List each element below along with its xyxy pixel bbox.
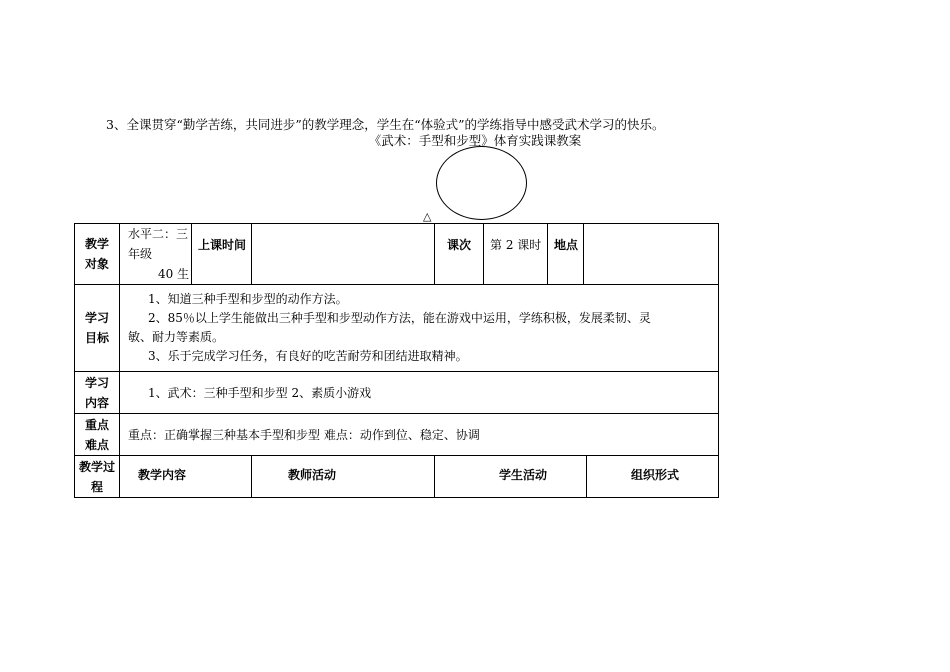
table-row-key-points [75, 414, 719, 456]
target-label-cell [75, 224, 120, 285]
key-points-text-cell [120, 414, 719, 456]
goal-line-2b: 敏、耐力等素质。 [128, 330, 225, 344]
process-col-teacher-cell [252, 456, 435, 498]
place-label-cell [548, 224, 584, 285]
level-line-2: 40 生 [158, 267, 190, 281]
goals-label-1: 学习 [84, 311, 109, 325]
target-label-1: 教学 [84, 237, 109, 251]
target-label-2: 对象 [84, 257, 109, 271]
table-row-basic-info [75, 224, 719, 285]
time-value-cell [252, 224, 435, 285]
process-label-1: 教学过 [78, 459, 115, 474]
content-label-2: 内容 [84, 395, 109, 410]
intro-paragraph: 3、全课贯穿“勤学苦练，共同进步”的教学理念，学生在“体验式”的学练指导中感受武术学习的快乐。 [106, 117, 665, 132]
goal-line-2: 2、85％以上学生能做出三种手型和步型动作方法，能在游戏中运用，学练积极，发展柔韧、灵 [148, 311, 651, 325]
place-label: 地点 [554, 238, 579, 252]
content-label-1: 学习 [84, 375, 109, 390]
goals-label-cell [75, 285, 120, 372]
triangle-marker-icon: △ [423, 210, 432, 223]
process-col-teacher: 教师活动 [288, 468, 337, 482]
lesson-value: 第 2 课时 [490, 238, 542, 252]
time-label: 上课时间 [198, 238, 247, 252]
lesson-label: 课次 [446, 238, 471, 252]
table-row-content [75, 372, 719, 414]
lesson-plan-table [74, 223, 719, 498]
process-col-org-cell [587, 456, 719, 498]
document-title: 《武术：手型和步型》体育实践课教案 [368, 133, 582, 148]
place-value-cell [584, 224, 719, 285]
content-text: 1、武术：三种手型和步型 2、素质小游戏 [148, 385, 372, 400]
process-col-content-cell [120, 456, 252, 498]
goals-label-2: 目标 [84, 331, 109, 345]
time-label-cell [192, 224, 252, 285]
process-label-cell [75, 456, 120, 498]
lesson-value-cell [484, 224, 548, 285]
key-points-label-cell [75, 414, 120, 456]
process-label-2: 程 [90, 479, 103, 494]
lesson-label-cell [435, 224, 484, 285]
process-col-student: 学生活动 [499, 468, 548, 482]
process-col-content: 教学内容 [138, 468, 187, 482]
table-row-process [75, 456, 719, 498]
goal-line-1: 1、知道三种手型和步型的动作方法。 [148, 292, 348, 306]
key-points-label-2: 难点 [84, 437, 109, 452]
goals-text-cell [120, 285, 719, 372]
process-col-org: 组织形式 [631, 468, 680, 482]
table-row-goals [75, 285, 719, 372]
process-col-student-cell [435, 456, 587, 498]
key-points-label-1: 重点 [84, 417, 109, 432]
oval-shape [436, 146, 527, 220]
key-points-text: 重点：正确掌握三种基本手型和步型 难点：动作到位、稳定、协调 [128, 427, 480, 442]
level-line-1: 水平二：三年级 [128, 227, 189, 261]
level-cell [120, 224, 192, 285]
content-text-cell [120, 372, 719, 414]
content-label-cell [75, 372, 120, 414]
goal-line-3: 3、乐于完成学习任务，有良好的吃苦耐劳和团结进取精神。 [148, 349, 468, 363]
